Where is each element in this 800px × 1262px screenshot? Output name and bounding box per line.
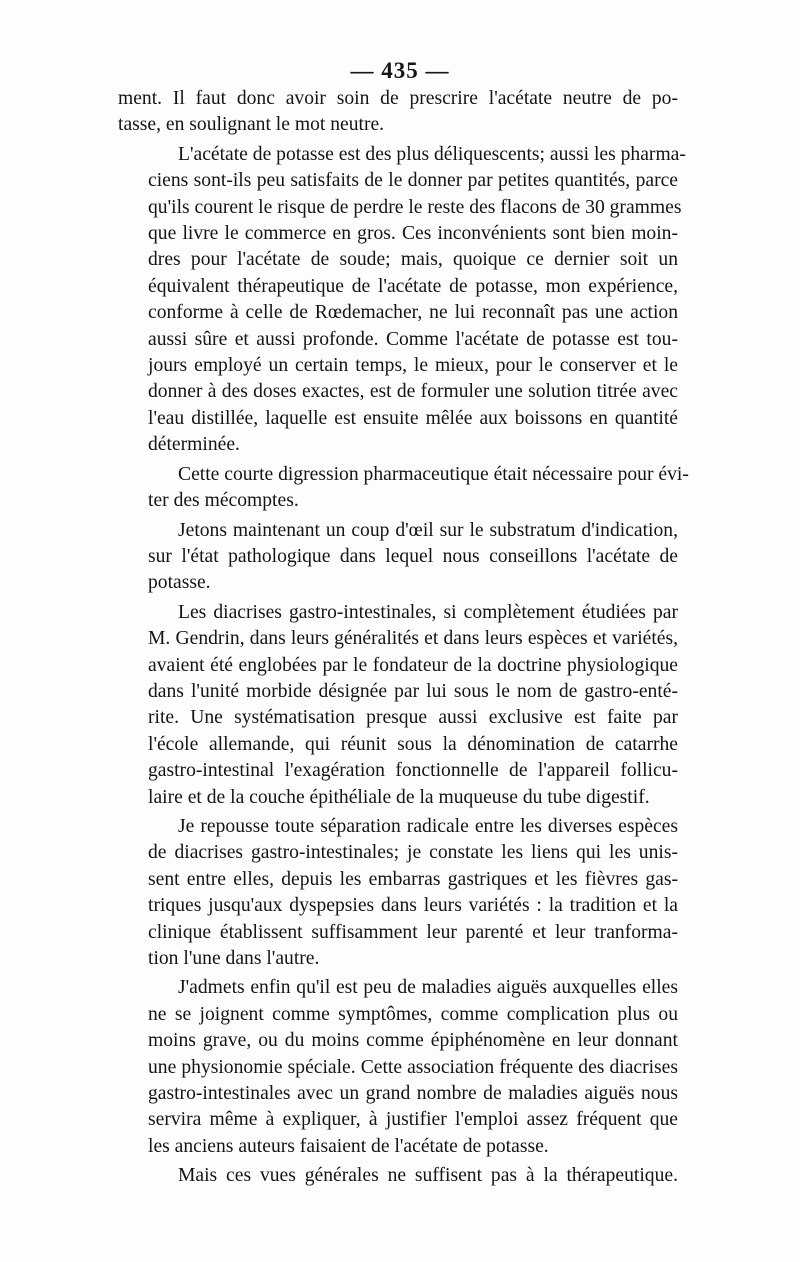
text-line: qu'ils courent le risque de perdre le reste des flacons de 30 grammes [148, 196, 682, 218]
text-line: ne se joignent comme symptômes, comme complication plus ou [148, 1003, 678, 1025]
paragraph [118, 462, 689, 515]
text-line: Cette courte digression pharmaceutique était nécessaire pour évi- [178, 463, 689, 485]
text-line: servira même à expliquer, à justifier l'emploi assez fréquent que [148, 1109, 678, 1131]
page-number: — 435 — [350, 58, 450, 83]
paragraph [118, 600, 678, 811]
text-line: Je repousse toute séparation radicale entre les diverses espèces [178, 815, 678, 837]
paragraph [118, 814, 678, 972]
text-line: sur l'état pathologique dans lequel nous conseillons l'acétate de [148, 545, 678, 567]
paragraph [118, 142, 686, 459]
text-line: ciens sont-ils peu satisfaits de le donner par petites quantités, parce [148, 170, 678, 192]
text-line: ter des mécomptes. [148, 490, 299, 512]
text-line: Mais ces vues générales ne suffisent pas à la thérapeutique. [178, 1165, 678, 1187]
text-line: dres pour l'acétate de soude; mais, quoique ce dernier soit un [148, 249, 678, 271]
text-line: conforme à celle de Rœdemacher, ne lui reconnaît pas une action [148, 302, 678, 324]
text-line: l'eau distillée, laquelle est ensuite mêlée aux boissons en quantité [148, 407, 678, 429]
text-line: tasse, en soulignant le mot neutre. [118, 114, 385, 136]
text-line: l'école allemande, qui réunit sous la dénomination de catarrhe [148, 733, 678, 755]
text-line: potasse. [148, 572, 211, 594]
text-line: gastro-intestinal l'exagération fonctionnelle de l'appareil follicu- [148, 760, 678, 782]
text-line: rite. Une systématisation presque aussi exclusive est faite par [148, 707, 678, 729]
body-text [118, 86, 689, 1190]
text-line: J'admets enfin qu'il est peu de maladies aiguës auxquelles elles [178, 977, 678, 999]
text-line: laire et de la couche épithéliale de la muqueuse du tube digestif. [148, 786, 650, 808]
text-line: tion l'une dans l'autre. [148, 948, 320, 969]
text-line: ment. Il faut donc avoir soin de prescrire l'acétate neutre de po- [118, 88, 678, 109]
paragraph [118, 86, 678, 139]
paragraph [118, 1163, 678, 1189]
text-line: déterminée. [148, 434, 240, 456]
paragraph [118, 518, 678, 597]
text-line: de diacrises gastro-intestinales; je constate les liens qui les unis- [148, 842, 678, 864]
text-line: gastro-intestinales avec un grand nombre de maladies aiguës nous [148, 1083, 678, 1105]
text-line: clinique établissent suffisamment leur parenté et leur tranforma- [148, 921, 678, 943]
text-line: une physionomie spéciale. Cette association fréquente des diacrises [148, 1056, 678, 1078]
text-line: M. Gendrin, dans leurs généralités et dans leurs espèces et variétés, [148, 628, 678, 650]
text-line: les anciens auteurs faisaient de l'acétate de potasse. [148, 1135, 549, 1157]
text-line: équivalent thérapeutique de l'acétate de potasse, mon expérience, [148, 275, 678, 297]
text-line: dans l'unité morbide désignée par lui sous le nom de gastro-enté- [148, 680, 678, 702]
text-line: avaient été englobées par le fondateur de la doctrine physiologique [148, 654, 678, 676]
text-line: Les diacrises gastro-intestinales, si complètement étudiées par [178, 601, 678, 623]
text-line: aussi sûre et aussi profonde. Comme l'acétate de potasse est tou- [148, 328, 678, 350]
text-line: sent entre elles, depuis les embarras gastriques et les fièvres gas- [148, 868, 678, 890]
paragraph [118, 975, 678, 1160]
text-line: moins grave, ou du moins comme épiphénomène en leur donnant [148, 1030, 678, 1052]
text-line: L'acétate de potasse est des plus déliquescents; aussi les pharma- [178, 143, 686, 165]
text-line: triques jusqu'aux dyspepsies dans leurs variétés : la tradition et la [148, 895, 678, 917]
text-line: que livre le commerce en gros. Ces inconvénients sont bien moin- [148, 223, 678, 245]
text-line: donner à des doses exactes, est de formuler une solution titrée avec [148, 381, 678, 403]
text-line: Jetons maintenant un coup d'œil sur le substratum d'indication, [178, 519, 678, 541]
text-line: jours employé un certain temps, le mieux, pour le conserver et le [148, 355, 678, 377]
